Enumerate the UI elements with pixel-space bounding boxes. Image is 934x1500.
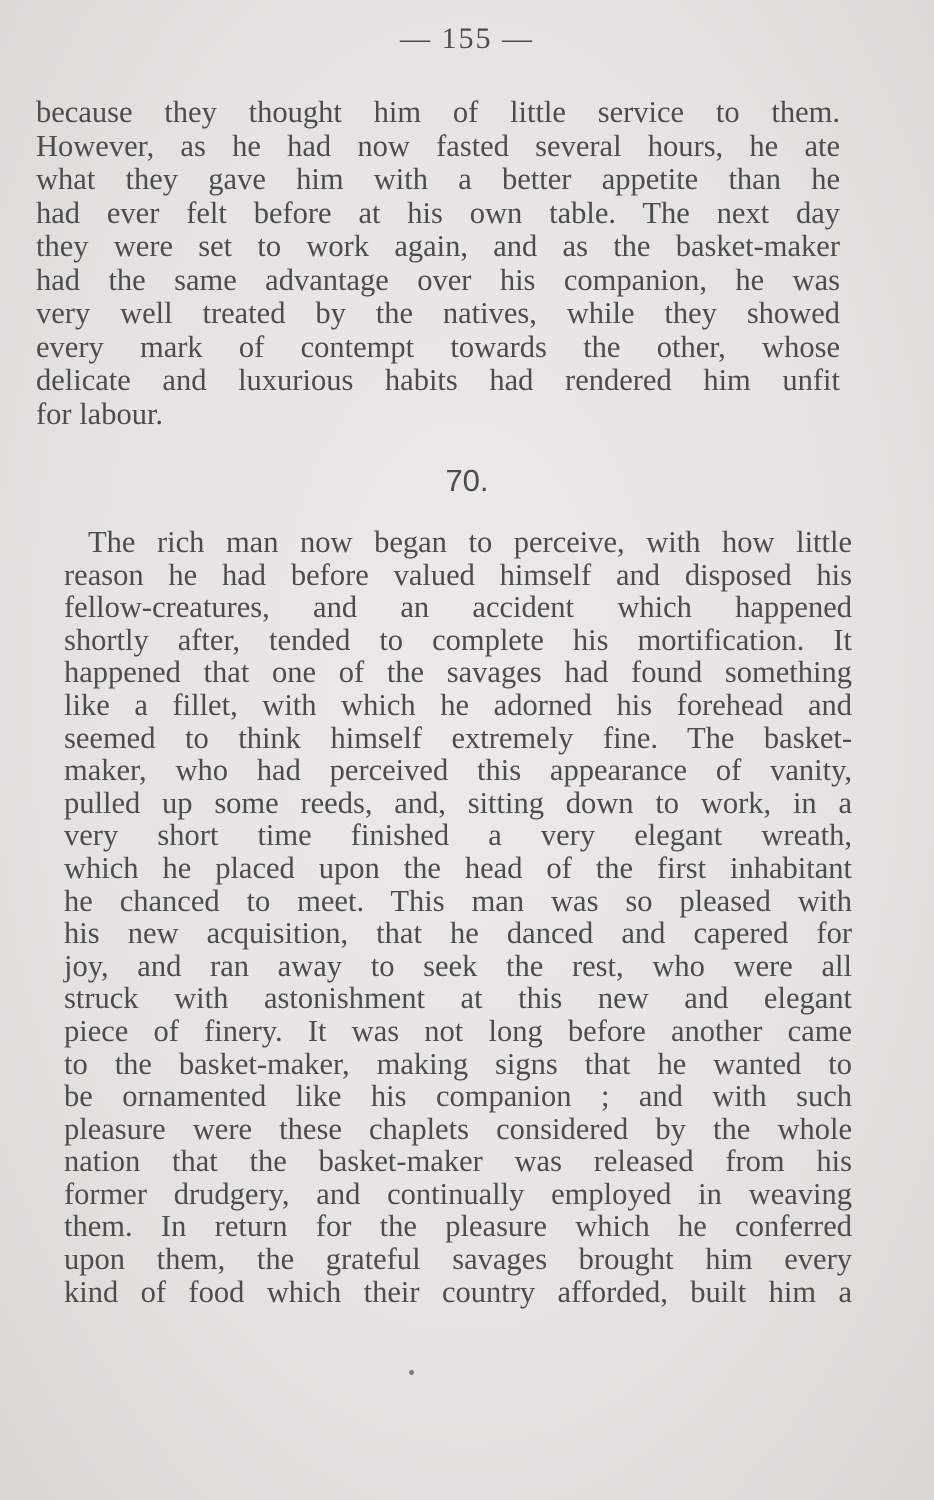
text-line: upon them, the grateful savages brought him every <box>64 1242 852 1277</box>
text-line: delicate and luxurious habits had rendered him unfit <box>36 363 840 397</box>
text-line: former drudgery, and continually employed in weaving <box>64 1176 852 1211</box>
text-line: like a fillet, with which he adorned his forehead and <box>64 687 852 722</box>
text-line: which he placed upon the head of the first inhabitant <box>64 850 852 885</box>
paper-speck <box>409 1370 414 1375</box>
text-line: pulled up some reeds, and, sitting down to work, in a <box>64 785 852 820</box>
text-line: reason he had before valued himself and disposed his <box>64 557 852 592</box>
text-line: had the same advantage over his companion, he was <box>36 262 840 297</box>
text-line: kind of food which their country afforded, built him a <box>64 1274 852 1309</box>
text-line: maker, who had perceived this appearance of vanity, <box>64 753 852 788</box>
text-line: seemed to think himself extremely fine. The basket- <box>64 720 852 755</box>
text-line: However, as he had now fasted several hours, he ate <box>36 128 840 163</box>
text-line: pleasure were these chaplets considered by the whole <box>64 1111 852 1146</box>
text-line: joy, and ran away to seek the rest, who were all <box>64 948 852 983</box>
text-line: he chanced to meet. This man was so pleased with <box>64 883 852 918</box>
text-line: what they gave him with a better appetite than he <box>36 162 840 196</box>
section-number: 70. <box>445 463 489 498</box>
text-line: be ornamented like his companion ; and with such <box>64 1079 852 1114</box>
text-line: because they thought him of little service to them. <box>36 95 840 129</box>
text-line: very well treated by the natives, while they showed <box>36 296 840 330</box>
text-line: every mark of contempt towards the other, whose <box>36 329 840 364</box>
text-line: his new acquisition, that he danced and capered for <box>64 916 852 951</box>
text-line: nation that the basket-maker was released from his <box>64 1144 852 1179</box>
text-line: piece of finery. It was not long before another came <box>64 1013 852 1048</box>
text-line: for labour. <box>36 396 164 431</box>
text-line: struck with astonishment at this new and elegant <box>64 981 852 1016</box>
section-paragraph <box>64 526 852 1308</box>
text-line: The rich man now began to perceive, with how little <box>88 525 852 559</box>
text-line: to the basket-maker, making signs that he wanted to <box>64 1046 852 1081</box>
text-line: them. In return for the pleasure which he conferred <box>64 1209 852 1244</box>
text-line: had ever felt before at his own table. The next day <box>36 195 840 230</box>
continuation-paragraph <box>36 96 840 431</box>
text-line: happened that one of the savages had found something <box>64 655 852 690</box>
text-line: shortly after, tended to complete his mortification. It <box>64 622 852 657</box>
page-number: — 155 — <box>400 22 534 55</box>
text-line: they were set to work again, and as the basket-maker <box>36 229 840 263</box>
text-line: very short time finished a very elegant wreath, <box>64 818 852 853</box>
text-line: fellow-creatures, and an accident which happened <box>64 590 852 625</box>
